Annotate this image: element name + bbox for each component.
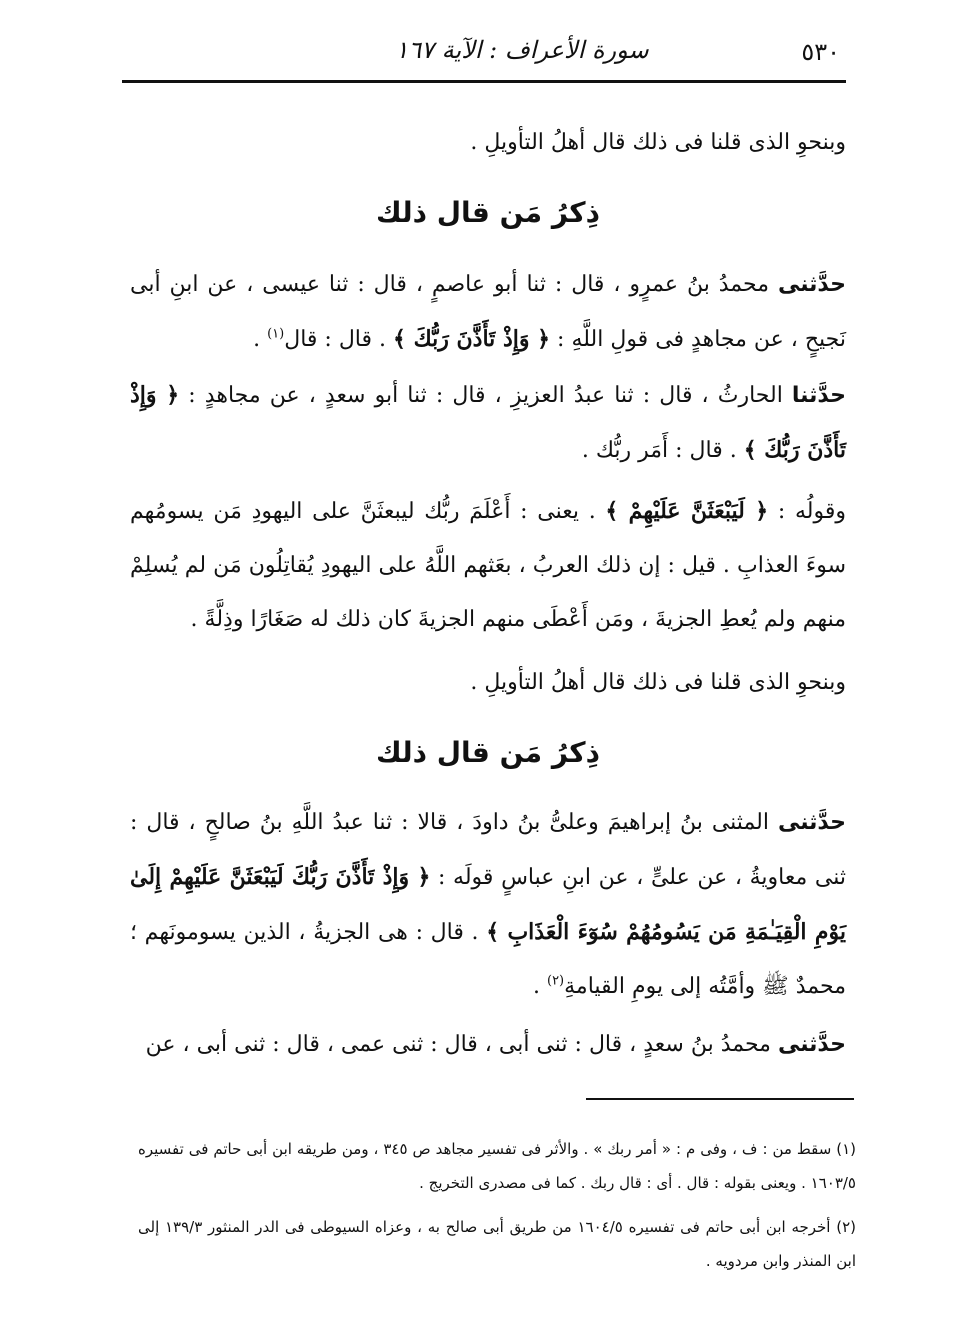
footnote-1: (١) سقط من : ف ، وفى م : « أمر ربك » . والأثر فى تفسير مجاهد ص ٣٤٥ ، ومن طريقه ابن أبى حاتم فى تفسيره ١٦٠٣/٥ . ويعنى بقوله : قال . أى : قال ربك . كما فى مصدرى التخريج . (138, 1140, 856, 1192)
narration-text: . (253, 327, 268, 352)
paragraph-5: وبنحوِ الذى قلنا فى ذلك قال أهلُ التأويلِ . (470, 670, 846, 695)
narration-text: . (532, 974, 547, 999)
narration-text: . قال : أَمَر ربُّك . (581, 438, 744, 463)
quran-verse: ﴿ وَإِذْ تَأَذَّنَ رَبُّكَ ﴾ (130, 382, 846, 463)
footnote-marker-1: (١) (267, 326, 285, 342)
narration-lead: حدَّثنى (777, 1032, 846, 1057)
narration-text: محمدُ بنُ عمرٍو ، قال : ثنا أبو عاصمٍ ، قال : ثنا عيسى ، عن ابنِ أبى نَجيحٍ ، عن مجاهدٍ فى قولِ اللَّهِ : (130, 272, 846, 352)
narration-text: . قال : هى الجزيةُ ، الذين يسومونَهم ؛ محمدٌ ﷺ وأمَّتُه إلى يومِ القيامةِ (130, 920, 846, 999)
quran-verse: ﴿ لَيَبْعَثَنَّ عَلَيْهِمْ ﴾ (605, 498, 769, 524)
narration-text: . قال : قال (284, 327, 394, 352)
section-heading-1: ذِكرُ مَن قال ذلك (376, 196, 600, 229)
quran-verse: ﴿ وَإِذْ تَأَذَّنَ رَبُّكَ ﴾ (393, 326, 551, 352)
footnote-marker-2: (٢) (546, 973, 565, 989)
commentary-text: . يعنى : أَعْلَمَ ربُّك ليبعثَنَّ على اليهودِ مَن يسومُهم سوءَ العذابِ . قيل : إن ذلك العربُ ، بعَثهم اللَّهُ على اليهودِ يُقاتِلُون مَن لم يُسلِمْ منهم ولم يُعطِ الجزيةَ ، ومَن أَعْطَى منهم الجزيةَ كان ذلك له صَغَارًا وذِلَّةً . (130, 499, 846, 632)
section-heading-2: ذِكرُ مَن قال ذلك (376, 736, 600, 769)
narration-text: محمدُ بنُ سعدٍ ، قال : ثنى أبى ، قال : ثنى عمى ، قال : ثنى أبى ، عن (145, 1032, 778, 1057)
paragraph-4 (130, 484, 846, 647)
commentary-text: وقولُه : (768, 499, 846, 524)
paragraph-2 (130, 258, 846, 367)
paragraph-3 (130, 368, 846, 478)
running-header (122, 28, 846, 83)
narration-lead: حدَّثنا (791, 383, 846, 408)
quran-verse: ﴿ وَإِذْ تَأَذَّنَ رَبُّكَ لَيَبْعَثَنَّ عَلَيْهِمْ إِلَىٰ يَوْمِ الْقِيَـٰمَةِ مَن يَسُومُهُمْ سُوٓءَ الْعَذَابِ ﴾ (130, 864, 846, 945)
paragraph-1: وبنحوِ الذى قلنا فى ذلك قال أهلُ التأويلِ . (470, 130, 846, 155)
running-title: سورة الأعراف : الآية ١٦٧ (395, 36, 649, 64)
narration-text: الحارثُ ، قال : ثنا عبدُ العزيزِ ، قال : ثنا أبو سعدٍ ، عن مجاهدٍ : (179, 383, 792, 408)
page-number: ٥٣٠ (801, 38, 840, 66)
footnote-separator (586, 1098, 854, 1100)
paragraph-7 (130, 1018, 846, 1072)
narration-lead: حدَّثنى (777, 810, 846, 835)
narration-text: المثنى بنُ إبراهيمَ وعلىُّ بنُ داودَ ، قالا : ثنا عبدُ اللَّهِ بنُ صالحٍ ، قال : ثنى معاويةُ ، عن علىٍّ ، عن ابنِ عباسٍ قولَه : (130, 810, 846, 890)
paragraph-6 (130, 796, 846, 1014)
footnote-2: (٢) أخرجه ابن أبى حاتم فى تفسيره ١٦٠٤/٥ من طريق أبى صالح به ، وعزاه السيوطى فى الدر المنثور ١٣٩/٣ إلى ابن المنذر وابن مردويه . (138, 1218, 857, 1270)
narration-lead: حدَّثنى (777, 272, 846, 297)
